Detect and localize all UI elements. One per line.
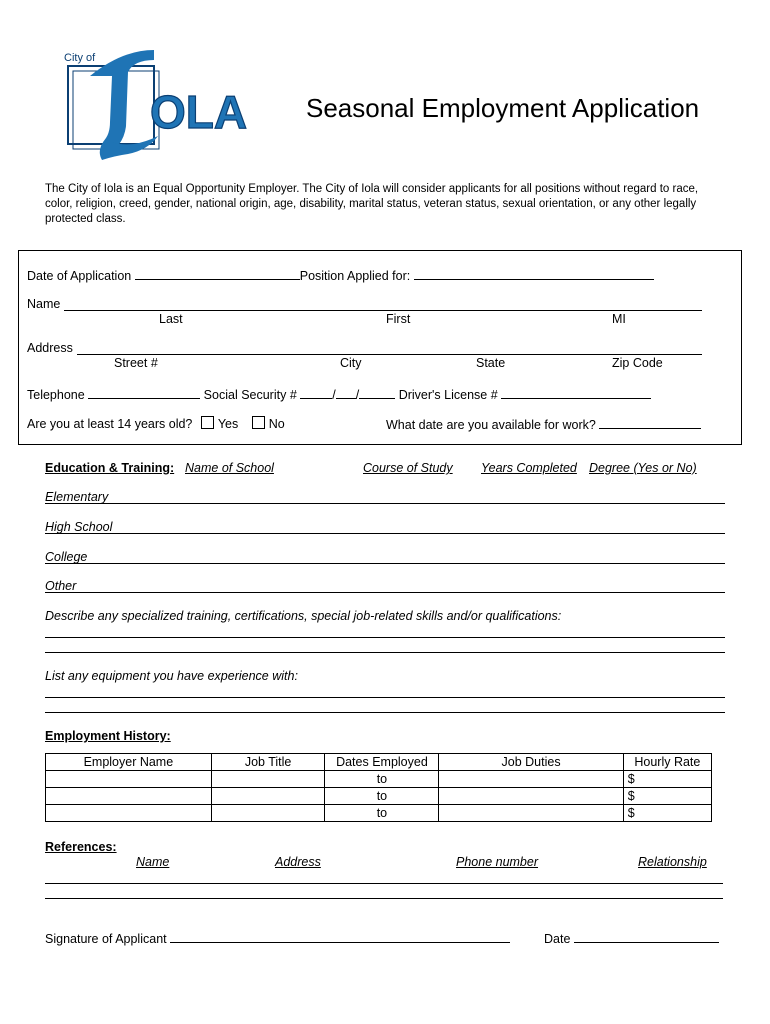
drivers-license-label: Driver's License # bbox=[398, 388, 498, 402]
name-mi-caption: MI bbox=[612, 312, 626, 326]
address-label: Address bbox=[27, 341, 73, 355]
dates-cell[interactable]: to bbox=[325, 788, 439, 805]
education-row-college: College bbox=[45, 550, 88, 564]
employment-col-duties: Job Duties bbox=[439, 754, 623, 771]
employment-heading: Employment History: bbox=[45, 729, 171, 743]
education-col-course: Course of Study bbox=[363, 461, 453, 475]
rate-cell[interactable]: $ bbox=[623, 771, 711, 788]
eeo-line-3: protected class. bbox=[45, 213, 126, 225]
signature-date-row bbox=[544, 930, 719, 946]
dates-cell[interactable]: to bbox=[325, 805, 439, 822]
references-line-1[interactable] bbox=[45, 883, 723, 884]
availability-label: What date are you available for work? bbox=[386, 418, 596, 432]
telephone-field[interactable] bbox=[88, 386, 200, 399]
references-line-2[interactable] bbox=[45, 898, 723, 899]
employer-cell[interactable] bbox=[46, 771, 212, 788]
references-col-address: Address bbox=[275, 855, 321, 869]
dates-cell[interactable]: to bbox=[325, 771, 439, 788]
ssn-field-1[interactable] bbox=[300, 386, 332, 399]
ssn-field-2[interactable] bbox=[336, 386, 356, 399]
phone-ssn-license-row bbox=[27, 386, 651, 402]
education-line-elementary[interactable] bbox=[45, 503, 725, 504]
date-position-row bbox=[27, 267, 654, 283]
ssn-field-3[interactable] bbox=[359, 386, 395, 399]
age-yes-label: Yes bbox=[217, 417, 239, 431]
education-col-degree: Degree (Yes or No) bbox=[589, 461, 697, 475]
age-no-checkbox[interactable] bbox=[252, 416, 265, 429]
duties-cell[interactable] bbox=[439, 805, 623, 822]
name-label: Name bbox=[27, 297, 61, 311]
eeo-line-2: color, religion, creed, gender, national origin, age, disability, marital status, veteran status, sexual orientation, or any other legally bbox=[45, 198, 697, 210]
employment-col-rate: Hourly Rate bbox=[623, 754, 711, 771]
date-of-application-field[interactable] bbox=[135, 267, 300, 280]
equipment-prompt: List any equipment you have experience with: bbox=[45, 669, 298, 683]
position-applied-field[interactable] bbox=[414, 267, 654, 280]
age-no-label: No bbox=[268, 417, 285, 431]
position-applied-label: Position Applied for: bbox=[299, 269, 411, 283]
education-col-school: Name of School bbox=[185, 461, 274, 475]
rate-cell[interactable]: $ bbox=[623, 805, 711, 822]
specialized-training-prompt: Describe any specialized training, certifications, special job-related skills and/or qualifications: bbox=[45, 609, 562, 623]
age-question-label: Are you at least 14 years old? bbox=[27, 417, 193, 431]
logo-name bbox=[62, 46, 63, 47]
age-yes-checkbox[interactable] bbox=[201, 416, 214, 429]
references-col-phone: Phone number bbox=[456, 855, 539, 869]
employment-table bbox=[45, 753, 712, 822]
signature-row bbox=[45, 930, 510, 946]
specialized-line-1[interactable] bbox=[45, 637, 725, 638]
specialized-line-2[interactable] bbox=[45, 652, 725, 653]
equipment-line-1[interactable] bbox=[45, 697, 725, 698]
job-title-cell[interactable] bbox=[211, 788, 325, 805]
education-line-other[interactable] bbox=[45, 592, 725, 593]
ssn-label: Social Security # bbox=[203, 388, 297, 402]
education-heading: Education & Training: bbox=[45, 461, 175, 475]
employment-col-dates: Dates Employed bbox=[325, 754, 439, 771]
ssn-separator-2: / bbox=[355, 388, 360, 402]
job-title-cell[interactable] bbox=[211, 771, 325, 788]
signature-date-field[interactable] bbox=[574, 930, 719, 943]
telephone-label: Telephone bbox=[27, 388, 85, 402]
duties-cell[interactable] bbox=[439, 788, 623, 805]
rate-cell[interactable]: $ bbox=[623, 788, 711, 805]
address-street-caption: Street # bbox=[114, 356, 158, 370]
education-row-elementary: Elementary bbox=[45, 490, 109, 504]
table-row bbox=[46, 805, 712, 822]
age-row bbox=[27, 416, 285, 431]
logo-prefix: City of bbox=[64, 52, 96, 64]
education-line-college[interactable] bbox=[45, 563, 725, 564]
table-row bbox=[46, 771, 712, 788]
employment-col-job-title: Job Title bbox=[211, 754, 325, 771]
date-of-application-label: Date of Application bbox=[27, 269, 132, 283]
table-row bbox=[46, 788, 712, 805]
name-last-caption: Last bbox=[159, 312, 183, 326]
availability-row bbox=[386, 416, 701, 432]
availability-field[interactable] bbox=[599, 416, 701, 429]
references-col-name: Name bbox=[136, 855, 170, 869]
name-field[interactable] bbox=[64, 310, 702, 311]
city-logo bbox=[62, 46, 282, 164]
signature-date-label: Date bbox=[544, 932, 571, 946]
signature-field[interactable] bbox=[170, 930, 510, 943]
education-row-high-school: High School bbox=[45, 520, 113, 534]
equipment-line-2[interactable] bbox=[45, 712, 725, 713]
page-title: Seasonal Employment Application bbox=[306, 93, 700, 123]
references-heading: References: bbox=[45, 840, 117, 854]
education-col-years: Years Completed bbox=[481, 461, 577, 475]
education-row-other: Other bbox=[45, 579, 77, 593]
education-line-high-school[interactable] bbox=[45, 533, 725, 534]
signature-label: Signature of Applicant bbox=[45, 932, 167, 946]
employment-col-employer: Employer Name bbox=[46, 754, 212, 771]
address-city-caption: City bbox=[340, 356, 362, 370]
address-zip-caption: Zip Code bbox=[612, 356, 663, 370]
address-state-caption: State bbox=[476, 356, 506, 370]
drivers-license-field[interactable] bbox=[501, 386, 651, 399]
references-col-relationship: Relationship bbox=[638, 855, 707, 869]
address-field[interactable] bbox=[77, 354, 702, 355]
ssn-separator-1: / bbox=[332, 388, 336, 402]
employer-cell[interactable] bbox=[46, 788, 212, 805]
employment-header-row bbox=[46, 754, 712, 771]
name-first-caption: First bbox=[386, 312, 411, 326]
logo-letters: OLA bbox=[150, 86, 248, 138]
eeo-line-1: The City of Iola is an Equal Opportunity Employer. The City of Iola will consider applicants for all positions without regard to race, bbox=[45, 183, 699, 195]
employer-cell[interactable] bbox=[46, 805, 212, 822]
duties-cell[interactable] bbox=[439, 771, 623, 788]
job-title-cell[interactable] bbox=[211, 805, 325, 822]
